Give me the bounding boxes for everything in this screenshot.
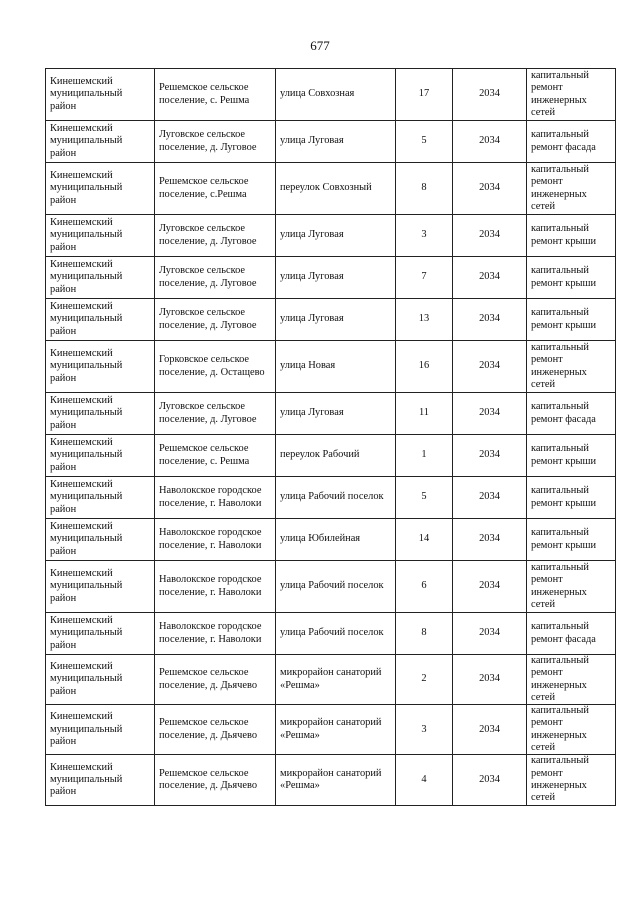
table-row [46, 257, 616, 299]
work-type-cell: капитальный ремонт инженерных сетей [527, 69, 616, 121]
house-number-cell: 14 [396, 519, 453, 561]
year-cell: 2034 [453, 519, 527, 561]
year-cell: 2034 [453, 69, 527, 121]
house-number-cell: 11 [396, 393, 453, 435]
year-cell: 2034 [453, 215, 527, 257]
settlement-cell: Наволокское городское поселение, г. Наволоки [155, 519, 276, 561]
house-number-cell: 5 [396, 121, 453, 163]
district-cell: Кинешемский муниципальный район [46, 613, 155, 655]
street-cell: улица Рабочий поселок [276, 561, 396, 613]
table-row [46, 705, 616, 755]
house-number-cell: 3 [396, 705, 453, 755]
district-cell: Кинешемский муниципальный район [46, 215, 155, 257]
work-type-cell: капитальный ремонт инженерных сетей [527, 705, 616, 755]
settlement-cell: Решемское сельское поселение, д. Дьячево [155, 655, 276, 705]
repair-schedule-table [45, 68, 616, 806]
table-row [46, 121, 616, 163]
district-cell: Кинешемский муниципальный район [46, 477, 155, 519]
house-number-cell: 7 [396, 257, 453, 299]
street-cell: переулок Рабочий [276, 435, 396, 477]
street-cell: улица Луговая [276, 121, 396, 163]
settlement-cell: Луговское сельское поселение, д. Луговое [155, 299, 276, 341]
work-type-cell: капитальный ремонт крыши [527, 477, 616, 519]
street-cell: улица Луговая [276, 257, 396, 299]
district-cell: Кинешемский муниципальный район [46, 655, 155, 705]
house-number-cell: 6 [396, 561, 453, 613]
table-row [46, 755, 616, 805]
street-cell: микрорайон санаторий «Решма» [276, 705, 396, 755]
table-row [46, 655, 616, 705]
table-row [46, 477, 616, 519]
work-type-cell: капитальный ремонт крыши [527, 435, 616, 477]
year-cell: 2034 [453, 613, 527, 655]
street-cell: микрорайон санаторий «Решма» [276, 655, 396, 705]
street-cell: улица Луговая [276, 393, 396, 435]
year-cell: 2034 [453, 257, 527, 299]
settlement-cell: Луговское сельское поселение, д. Луговое [155, 257, 276, 299]
settlement-cell: Решемское сельское поселение, д. Дьячево [155, 755, 276, 805]
settlement-cell: Луговское сельское поселение, д. Луговое [155, 215, 276, 257]
settlement-cell: Горковское сельское поселение, д. Остащево [155, 341, 276, 393]
year-cell: 2034 [453, 705, 527, 755]
work-type-cell: капитальный ремонт фасада [527, 121, 616, 163]
year-cell: 2034 [453, 435, 527, 477]
table-row [46, 519, 616, 561]
settlement-cell: Решемское сельское поселение, с. Решма [155, 435, 276, 477]
table-row [46, 561, 616, 613]
settlement-cell: Луговское сельское поселение, д. Луговое [155, 121, 276, 163]
work-type-cell: капитальный ремонт фасада [527, 613, 616, 655]
year-cell: 2034 [453, 393, 527, 435]
district-cell: Кинешемский муниципальный район [46, 341, 155, 393]
district-cell: Кинешемский муниципальный район [46, 705, 155, 755]
table-row [46, 163, 616, 215]
house-number-cell: 1 [396, 435, 453, 477]
house-number-cell: 2 [396, 655, 453, 705]
district-cell: Кинешемский муниципальный район [46, 299, 155, 341]
house-number-cell: 16 [396, 341, 453, 393]
table-row [46, 341, 616, 393]
settlement-cell: Решемское сельское поселение, д. Дьячево [155, 705, 276, 755]
work-type-cell: капитальный ремонт инженерных сетей [527, 341, 616, 393]
house-number-cell: 8 [396, 163, 453, 215]
house-number-cell: 4 [396, 755, 453, 805]
house-number-cell: 5 [396, 477, 453, 519]
street-cell: улица Луговая [276, 215, 396, 257]
table-row [46, 613, 616, 655]
district-cell: Кинешемский муниципальный район [46, 257, 155, 299]
work-type-cell: капитальный ремонт инженерных сетей [527, 163, 616, 215]
year-cell: 2034 [453, 561, 527, 613]
district-cell: Кинешемский муниципальный район [46, 163, 155, 215]
settlement-cell: Луговское сельское поселение, д. Луговое [155, 393, 276, 435]
street-cell: улица Рабочий поселок [276, 477, 396, 519]
table-row [46, 393, 616, 435]
district-cell: Кинешемский муниципальный район [46, 69, 155, 121]
table-row [46, 69, 616, 121]
settlement-cell: Наволокское городское поселение, г. Наволоки [155, 561, 276, 613]
street-cell: улица Рабочий поселок [276, 613, 396, 655]
work-type-cell: капитальный ремонт крыши [527, 299, 616, 341]
street-cell: улица Юбилейная [276, 519, 396, 561]
street-cell: улица Луговая [276, 299, 396, 341]
table-row [46, 215, 616, 257]
work-type-cell: капитальный ремонт инженерных сетей [527, 755, 616, 805]
house-number-cell: 3 [396, 215, 453, 257]
district-cell: Кинешемский муниципальный район [46, 121, 155, 163]
settlement-cell: Решемское сельское поселение, с.Решма [155, 163, 276, 215]
table-row [46, 435, 616, 477]
house-number-cell: 17 [396, 69, 453, 121]
year-cell: 2034 [453, 121, 527, 163]
settlement-cell: Наволокское городское поселение, г. Наволоки [155, 613, 276, 655]
work-type-cell: капитальный ремонт крыши [527, 519, 616, 561]
street-cell: переулок Совхозный [276, 163, 396, 215]
street-cell: микрорайон санаторий «Решма» [276, 755, 396, 805]
house-number-cell: 13 [396, 299, 453, 341]
year-cell: 2034 [453, 341, 527, 393]
street-cell: улица Новая [276, 341, 396, 393]
district-cell: Кинешемский муниципальный район [46, 435, 155, 477]
district-cell: Кинешемский муниципальный район [46, 561, 155, 613]
year-cell: 2034 [453, 477, 527, 519]
house-number-cell: 8 [396, 613, 453, 655]
work-type-cell: капитальный ремонт фасада [527, 393, 616, 435]
work-type-cell: капитальный ремонт крыши [527, 257, 616, 299]
district-cell: Кинешемский муниципальный район [46, 519, 155, 561]
district-cell: Кинешемский муниципальный район [46, 755, 155, 805]
settlement-cell: Наволокское городское поселение, г. Наволоки [155, 477, 276, 519]
work-type-cell: капитальный ремонт инженерных сетей [527, 561, 616, 613]
work-type-cell: капитальный ремонт крыши [527, 215, 616, 257]
settlement-cell: Решемское сельское поселение, с. Решма [155, 69, 276, 121]
year-cell: 2034 [453, 299, 527, 341]
table-body [46, 69, 616, 806]
year-cell: 2034 [453, 755, 527, 805]
work-type-cell: капитальный ремонт инженерных сетей [527, 655, 616, 705]
year-cell: 2034 [453, 163, 527, 215]
district-cell: Кинешемский муниципальный район [46, 393, 155, 435]
street-cell: улица Совхозная [276, 69, 396, 121]
table-row [46, 299, 616, 341]
year-cell: 2034 [453, 655, 527, 705]
page-number: 677 [310, 38, 330, 53]
